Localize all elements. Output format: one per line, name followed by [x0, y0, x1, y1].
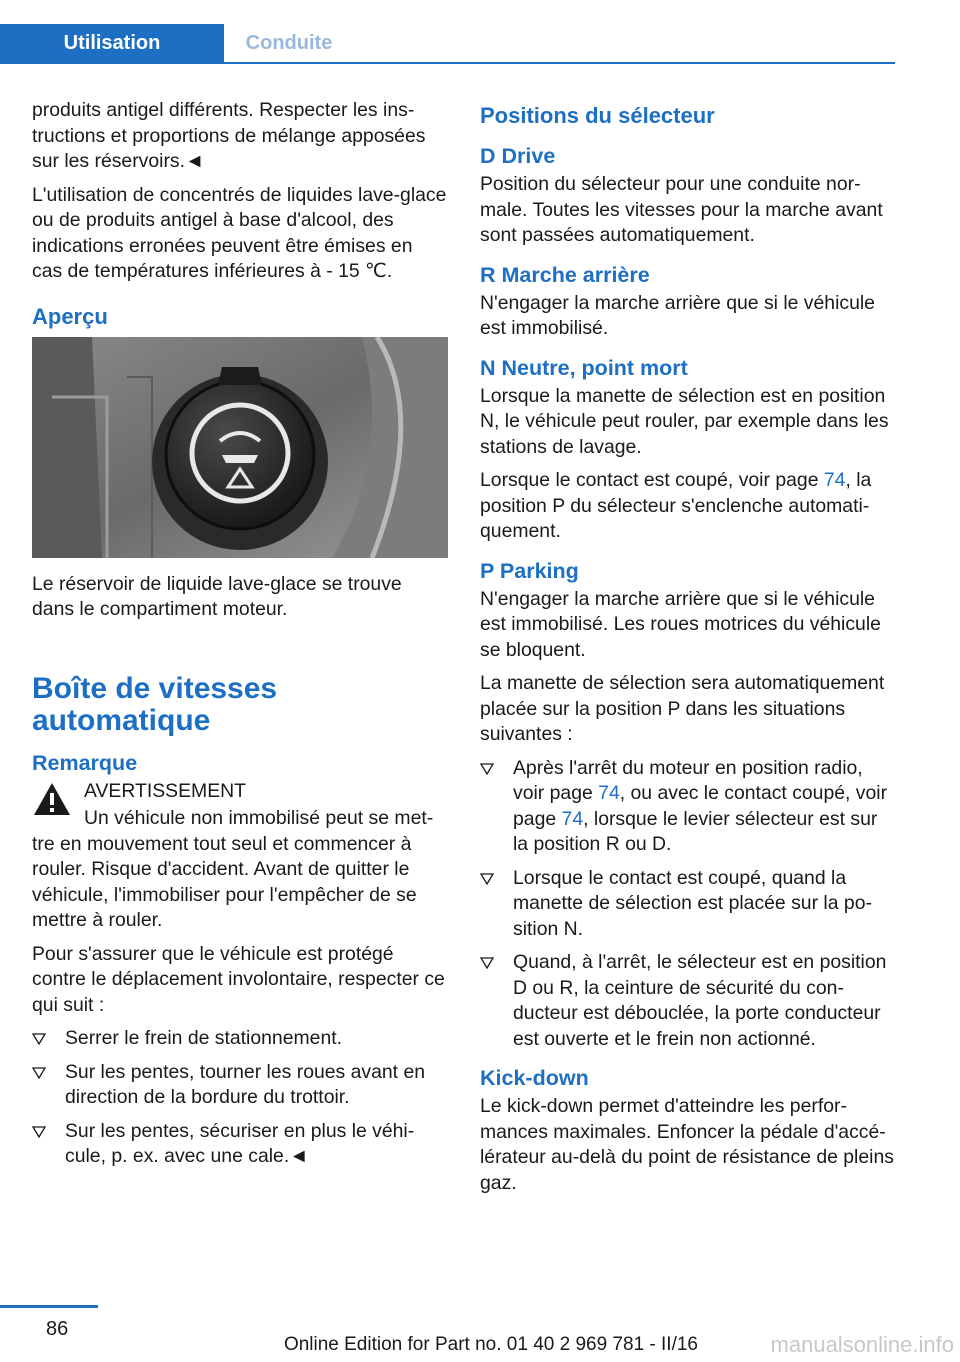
- list-item-text: Serrer le frein de stationnement.: [65, 1027, 342, 1049]
- chapter-tabbar: [0, 24, 895, 64]
- warning-text: [32, 806, 448, 934]
- paragraph: Pour s'assurer que le véhicule est protégé contre le déplacement involontaire, respecter ce qui suit :: [32, 942, 445, 1016]
- paragraph: Le kick-down permet d'atteindre les performances maximales. Enfoncer la pédale d'accélérateur au-delà du point de résistance de pleins gaz.: [480, 1095, 894, 1194]
- list-item: [480, 756, 896, 858]
- footer-edition: Online Edition for Part no. 01 40 2 969 781 - II/16: [283, 1334, 698, 1355]
- triangle-bullet-icon: [32, 1126, 46, 1138]
- paragraph: Position du sélecteur pour une conduite normale. Toutes les vitesses pour la marche avant sont passées automatiquement.: [480, 173, 883, 246]
- photo-caption: Le réservoir de liquide lave-glace se trouve dans le compartiment moteur.: [32, 572, 402, 620]
- list-item: [32, 1026, 448, 1052]
- page-link[interactable]: 74: [561, 807, 584, 830]
- triangle-bullet-icon: [480, 957, 494, 969]
- list-item-text: Sur les pentes, sécuriser en plus le véhicule, p. ex. avec une cale.◄: [65, 1119, 415, 1167]
- text: , ou avec le contact coupé, voir page: [513, 782, 888, 830]
- footer-rule: [0, 1305, 98, 1308]
- paragraph: N'engager la marche arrière que si le véhicule est immobilisé. Les roues motrices du véhicule se bloquent.: [480, 587, 881, 661]
- list-item-text: Sur les pentes, tourner les roues avant en direction de la bordure du trottoir.: [65, 1060, 426, 1108]
- page-link[interactable]: 74: [823, 469, 846, 491]
- list-item-text: Lorsque le contact est coupé, quand la manette de sélection est placée sur la position N.: [513, 866, 872, 940]
- heading-parking: P Parking: [480, 558, 579, 583]
- paragraph: N'engager la marche arrière que si le véhicule est immobilisé.: [480, 291, 875, 339]
- tab-utilisation[interactable]: Utilisation: [0, 24, 224, 62]
- right-column: [480, 98, 896, 1204]
- heading-positions-selecteur: Positions du sélecteur: [480, 103, 715, 128]
- text: , lorsque le levier sélecteur est sur la position R ou D.: [513, 807, 878, 855]
- triangle-bullet-icon: [480, 763, 494, 775]
- paragraph: L'utilisation de concentrés de liquides lave-glace ou de produits antigel à base d'alcool, des indications erronées peuvent être émises en cas de températures inférieures à - 15 ℃.: [32, 183, 447, 282]
- tab-conduite[interactable]: Conduite: [224, 24, 354, 62]
- warning-text-body: Un véhicule non immobilisé peut se mettre en mouvement tout seul et commencer à rouler. Risque d'accident. Avant de quitter le véhicule, l'immobiliser pour l'empêcher de se mettre à rouler.: [32, 807, 434, 931]
- list-item: [32, 1119, 448, 1170]
- page-number: 86: [46, 1318, 69, 1340]
- heading-reverse: R Marche arrière: [480, 262, 650, 287]
- warning-block: [32, 779, 448, 805]
- bullet-list: [32, 1026, 448, 1170]
- heading-boite-automatique: Boîte de vitesses automatique: [32, 671, 278, 737]
- warning-title: AVERTISSEMENT: [84, 779, 246, 802]
- heading-apercu: Aperçu: [32, 303, 108, 329]
- triangle-bullet-icon: [480, 873, 494, 885]
- page-link[interactable]: 74: [598, 782, 620, 804]
- watermark: manualsonline.info: [770, 1332, 954, 1357]
- heading-drive: D Drive: [480, 144, 556, 168]
- heading-neutral: N Neutre, point mort: [480, 355, 688, 380]
- paragraph: La manette de sélection sera automatiquement placée sur la position P dans les situations suivantes :: [480, 672, 885, 745]
- triangle-bullet-icon: [32, 1067, 46, 1079]
- list-item: [32, 1060, 448, 1111]
- paragraph: produits antigel différents. Respecter les instructions et proportions de mélange apposées sur les réservoirs.◄: [32, 99, 426, 172]
- text: Lorsque le contact est coupé, voir page: [480, 469, 824, 491]
- triangle-bullet-icon: [32, 1033, 46, 1045]
- warning-icon: [32, 781, 72, 817]
- text: Après l'arrêt du moteur en position radio, voir page: [513, 756, 863, 804]
- list-item: [480, 950, 896, 1052]
- text: , la position P du sélecteur s'enclenche automatiquement.: [480, 469, 872, 542]
- washer-reservoir-photo: [32, 337, 448, 558]
- bullet-list: [480, 756, 896, 1053]
- heading-kickdown: Kick-down: [480, 1066, 589, 1090]
- left-column: [32, 98, 448, 1178]
- paragraph: [480, 468, 896, 545]
- paragraph: Lorsque la manette de sélection est en position N, le véhicule peut rouler, par exemple dans les stations de lavage.: [480, 384, 889, 458]
- list-item: [480, 866, 896, 943]
- list-item-text: Quand, à l'arrêt, le sélecteur est en position D ou R, la ceinture de sécurité du conducteur est débouclée, la porte conducteur est ouverte et le frein non actionné.: [513, 951, 887, 1050]
- heading-remarque: Remarque: [32, 750, 138, 775]
